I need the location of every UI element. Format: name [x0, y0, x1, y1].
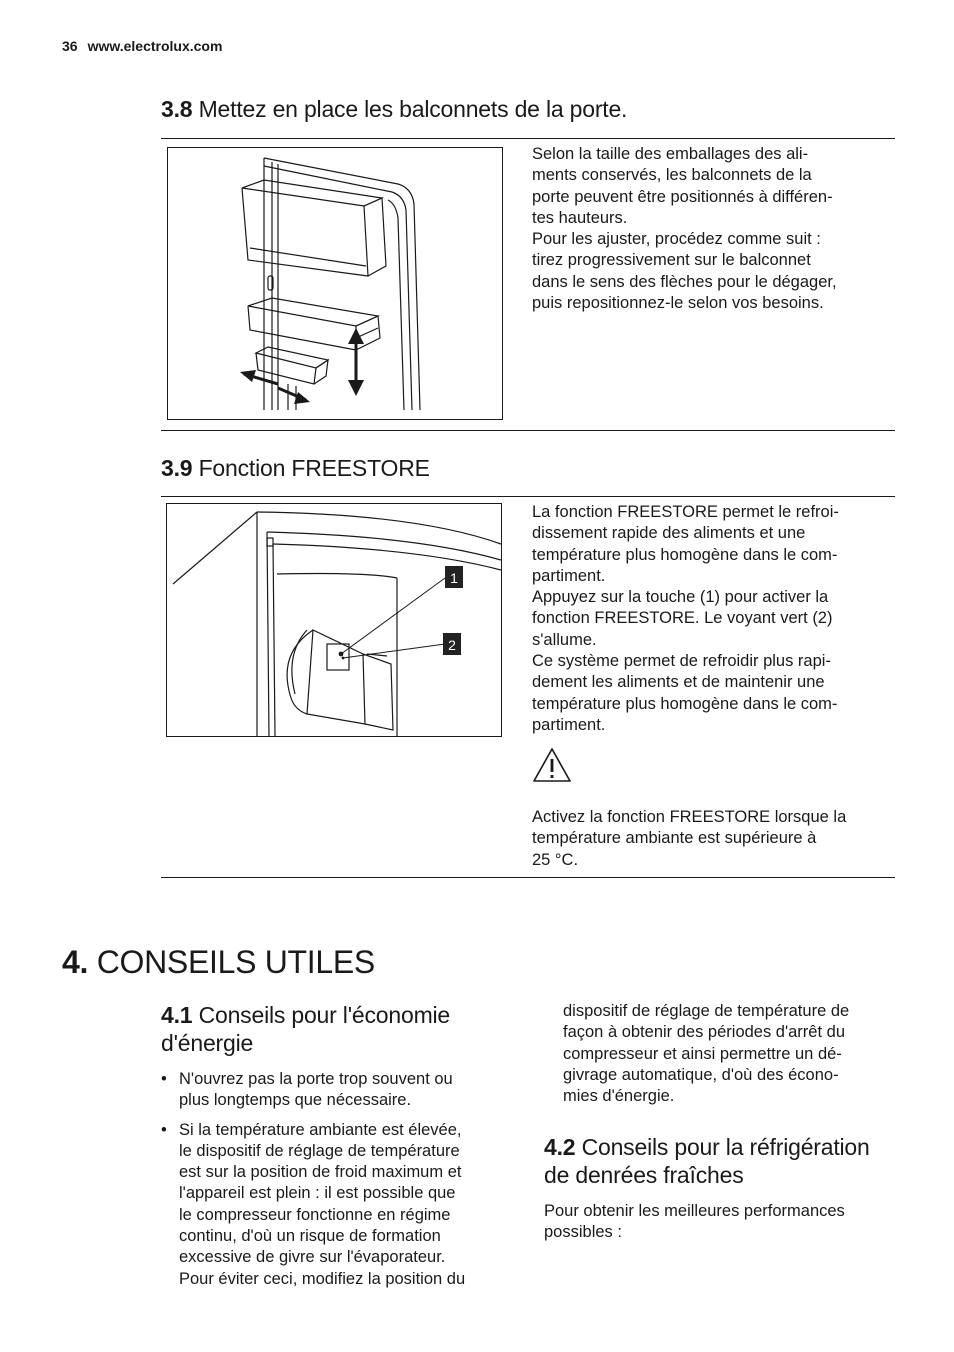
- section-4-2-intro: Pour obtenir les meilleures performances possibles :: [544, 1202, 845, 1242]
- freestore-illustration: [167, 504, 501, 736]
- section-rule: [161, 877, 895, 878]
- warning-triangle-icon: [532, 747, 572, 783]
- section-4-1-title: [161, 1001, 521, 1057]
- paragraph: La fonction FREESTORE permet le refroi- dissement rapide des aliments et une température plus homogène dans le com- partiment.: [532, 503, 839, 585]
- section-number: 3.8: [161, 96, 193, 122]
- door-shelf-illustration: [168, 148, 502, 419]
- freestore-figure: [166, 503, 502, 737]
- page-header: [62, 38, 222, 54]
- list-item: • Si la température ambiante est élevée, le dispositif de réglage de température est sur la position de froid maximum et l'appareil est plein : il est possible que le compresseur fonctionne en régime continu, d'où un risque de formation excessive de givre sur l'évaporateur. Pour éviter ceci, modifiez la position du: [161, 1120, 511, 1290]
- page-number: 36: [62, 38, 78, 54]
- section-number: 4.1: [161, 1002, 193, 1028]
- section-3-9-text: [532, 502, 894, 736]
- section-4-1-continuation: dispositif de réglage de température de façon à obtenir des périodes d'arrêt du compresseur et ainsi permettre un dé- givrage automatique, d'où des écono- mies d'énergie.: [563, 1002, 850, 1106]
- door-shelf-figure: [167, 147, 503, 420]
- section-number: 3.9: [161, 455, 193, 481]
- section-number: 4.2: [544, 1134, 576, 1160]
- paragraph: Pour les ajuster, procédez comme suit : tirez progressivement sur le balconnet dans le sens des flèches pour le dégager, puis repositionnez-le selon vos besoins.: [532, 230, 837, 313]
- paragraph: Ce système permet de refroidir plus rapi- dement les aliments et de maintenir une température plus homogène dans le com- partiment.: [532, 652, 838, 734]
- section-rule: [161, 430, 895, 431]
- section-4-2-title: [544, 1133, 904, 1189]
- chapter-title-text: CONSEILS UTILES: [96, 944, 375, 980]
- section-3-8-text: [532, 144, 892, 314]
- callout-label: 2: [448, 637, 456, 653]
- section-rule: [161, 138, 895, 139]
- list-item: • N'ouvrez pas la porte trop souvent ou plus longtemps que nécessaire.: [161, 1069, 511, 1112]
- section-title-text: Conseils pour l'économie d'énergie: [161, 1002, 451, 1056]
- section-3-9-title: [161, 455, 430, 482]
- section-title-text: Conseils pour la réfrigération de denrées fraîches: [544, 1134, 870, 1188]
- warning-text: Activez la fonction FREESTORE lorsque la température ambiante est supérieure à 25 °C.: [532, 808, 847, 869]
- section-title-text: Mettez en place les balconnets de la porte.: [198, 96, 628, 122]
- section-title-text: Fonction FREESTORE: [198, 455, 430, 481]
- section-3-8-title: [161, 96, 627, 123]
- section-rule: [161, 496, 895, 497]
- chapter-number: 4.: [62, 944, 89, 980]
- paragraph: Appuyez sur la touche (1) pour activer la fonction FREESTORE. Le voyant vert (2) s'allume.: [532, 588, 833, 649]
- section-4-1-list: [161, 1069, 511, 1298]
- paragraph: Selon la taille des emballages des ali- ments conservés, les balconnets de la porte peuvent être positionnés à différen- tes hauteurs.: [532, 145, 833, 227]
- chapter-title: [62, 944, 375, 981]
- callout-label: 1: [450, 570, 458, 586]
- website-link[interactable]: www.electrolux.com: [87, 38, 223, 54]
